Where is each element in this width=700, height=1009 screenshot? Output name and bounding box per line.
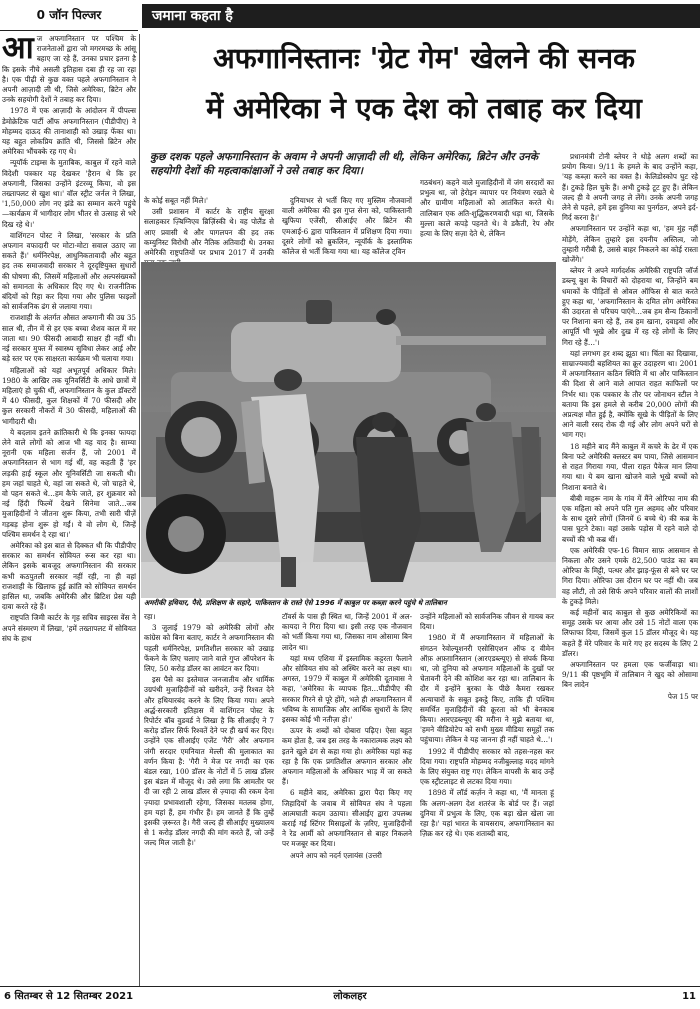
col5-paragraph: बीबी माहरू नाम के गांव में मैंने ओरिफा नाम की एक महिला को अपने पति गुल अहमद और परिवार के साथ दूसरे लोगों (जिनमें 6 बच्चे थे) की कब्र के पास घुटने टेका। वहां उसके पड़ोस में रहने वाले दो बच्चों की भी कब्र थीं। <box>562 493 698 544</box>
publication-name: लोकलहर <box>333 991 367 1002</box>
column-3-bottom <box>282 612 412 984</box>
col2-paragraph: के कोई सबूत नहीं मिले।' <box>144 196 209 205</box>
column-4-bottom <box>420 612 554 984</box>
col4-paragraph: 1992 में पीडीपीए सरकार को तहस-नहस कर दिया गया। राष्ट्रपति मोहम्मद नजीबुल्लाह मदद मांगने के लिए संयुक्त राष्ट्र गए। लेकिन वापसी के बाद उन्हें एक स्ट्रीटलाइट से लटका दिया गया। <box>420 746 554 787</box>
col3-paragraph: दुनियाभर से भर्ती किए गए मुस्लिम नौजवानों वाली अमेरिका की इस गुप्त सेना को, पाकिस्तानी खुफिया एजेंसी, सीआईए और ब्रिटेन की एमआई-6 द्वारा पाकिस्तान में प्रशिक्षण दिया गया। दूसरे लोगों को ब्रुकलिन, न्यूयॉर्क के इस्लामिक कॉलेज से भर्ती किया गया था। यह कॉलेज ट्विन <box>282 196 412 257</box>
issue-date: 6 सितम्बर से 12 सितम्बर 2021 <box>4 991 134 1002</box>
article-dek: कुछ दशक पहले अफगानिस्तान के अवाम ने अपनी आज़ादी ली थी, लेकिन अमेरिका, ब्रिटेन और उनके सहयोगी देशों की महत्वाकांक्षाओं ने उसे तबाह कर दिया। <box>150 151 539 177</box>
left-paragraph: महिलाओं को यहां अभूतपूर्व अधिकार मिले। 1980 के आखिर तक यूनिवर्सिटी के आधे छात्रों में महिलाएं हो चुकी थीं, अफगानिस्तान के कुल डॉक्टरों में 40 फीसदी, कुल शिक्षकों में 70 फीसदी और कुल सरकारी नौकरों में 30 फीसदी, महिलाओं की भागीदारी थी। <box>2 365 136 426</box>
left-paragraph: अमेरिका को इस बात से दिक्कत थी कि पीडीपीए सरकार का समर्थन सोवियत रूस कर रहा था। लेकिन इसके बावजूद अफगानिस्तान की सरकार कभी कठपुतली सरकार नहीं रही, ना ही वहां राजशाही के खिलाफ हुई क्रांति को सोवियत समर्थन हासिल था, जबकि अमेरिकी और ब्रिटिश प्रेस यही दावा करते रहे हैं। <box>2 540 136 612</box>
col3-paragraph: अपने आप को नदर्न एलायंस (उत्तरी <box>290 850 382 860</box>
col4-paragraph: गठबंधन) कहने वाले मुजाहिदीनों में जंग सरदारों का प्रभुत्व था, जो हेरोइन व्यापार पर नियंत्रण रखते थे और ग्रामीण महिलाओं को आतंकित करते थे। तालिबान एक अति-शुद्धिकरणवादी धड़ा था, जिसके मुल्ला काले कपड़े पहनते थे। वे डकैती, रेप और हत्या के लिए सज़ा देते थे, लेकिन <box>420 178 554 239</box>
col3-paragraph: यहां मध्य एशिया में इस्लामिक कट्टरता फैलाने और सोवियत संघ को अस्थिर करने का लक्ष्य था। अगस्त, 1979 में काबुल में अमेरिकी दूतावास ने कहा, 'अमेरिका के व्यापक हित…पीडीपीए की सरकार गिरने से पूरे होंगे, भले ही अफगानिस्तान में भविष्य के सामाजिक और आर्थिक सुधारों के लिए इसका कोई भी नतीज़ा हो।' <box>282 653 412 725</box>
column-2-bottom <box>144 612 274 984</box>
col4-paragraph: 1898 में लॉर्ड कर्ज़न ने कहा था, 'मैं मानता हूं कि अलग-अलग देश शतरंज के बोर्ड पर हैं। जहां दुनिया में प्रभुत्व के लिए, एक बड़ा खेल खेला जा रहा है।' यहां भारत के वायसराय, अफगानिस्तान का ज़िक्र कर रहे थे। एक शताब्दी बाद, <box>420 788 554 839</box>
headline-line-1: अफगानिस्तानः 'ग्रेट गेम' खेलने की सनक <box>213 42 635 75</box>
col3-paragraph: 6 महीने बाद, अमेरिका द्वारा पैदा किए गए जिहादियों के जवाब में सोवियत संघ ने पहला आत्मघाती कदम उठाया। सीआईए द्वारा उपलब्ध कराई गई स्टिंगर मिसाइलों के ज़रिए, मुजाहिदीनों ने रेड आर्मी को अफगानिस्तान से बाहर निकलने पर मजबूर कर दिया। <box>282 788 412 849</box>
col2-paragraph: इस पैसे का इस्तेमाल जनजातीय और धार्मिक उग्रपंथी मुजाहिदीनों को खरीदने, उन्हें रिश्वत देने और हथियारबंद करने के लिए किया गया। अपने अर्द्ध-सरकारी इतिहास में वाशिंगटन पोस्ट के रिपोर्टर बॉब वुडवर्ड ने लिखा है कि सीआईए ने 7 करोड़ डॉलर सिर्फ रिश्वतें देने पर ही खर्च कर दिए। उन्होंने एक सीआईए एजेंट 'गैरी' और अफगान जंगी सरदार एमनियात मेल्ली की मुलाकात का वर्णन किया है: 'गैरी ने मेज पर नगदी का एक बंडल रखा, 100 डॉलर के नोटों में 5 लाख डॉलर इस बंडल में मौजूद थे। उसे लगा कि आमतौर पर दी जा रही 2 लाख डॉलर से ज़्यादा की रकम देना ज़्यादा प्रभावशाली रहेगा, जिसका मतलब होगा, हम यहां हैं, हम गंभीर हैं। हम जानते हैं कि तुम्हें इसकी ज़रूरत है। गैरी जल्द ही सीआईए मुख्यालय से 1 करोड़ डॉलर नगदी की मांग करते हैं, जो उन्हें जल्द मिल जाती है।' <box>144 675 274 848</box>
column-2-top <box>144 196 274 260</box>
left-paragraph: वाशिंगटन पोस्ट ने लिखा, 'सरकार के प्रति अफगान वफादारी पर मोटा-मोटा सवाल उठाए जा सकते हैं।' धर्मनिरपेक्ष, आधुनिकतावादी और बहुत हद तक समाजवादी सरकार ने दूरदृष्टियुक्त सुधारों की घोषणा की, जिसमें महिलाओं और अल्पसंख्यकों को समानता के अधिकार दिए गए थे। राजनीतिक बंदियों को रिहा कर दिया गया और पुलिस फाइलों को सार्वजनिक ढंग से जलाया गया। <box>2 230 136 312</box>
left-paragraph: न्यूयॉर्क टाइम्स के मुताबिक, काबुल में रहने वाले विदेशी पत्रकार यह देखकर 'हैरान थे कि हर अफगानी, जिसका उन्होंने इंटरव्यू किया, वो इस तख्तापलट से खुश था।' वॉल स्ट्रीट जर्नल ने लिखा, '1,50,000 लोग नए झंडे का सम्मान करने पहुंचे—कार्यक्रम में भागीदार लोग भीतर से उत्साह से भरे दिख रहे थे।' <box>2 158 136 229</box>
col5-paragraph: प्रधानमंत्री टोनी ब्लेयर ने थोड़े अलग शब्दों का प्रयोग किया। 9/11 के हमले के बाद उन्होंने कहा, 'यह कब्ज़ा करने का वक्त है। केलिडोस्कोप घुट रहे हैं। टुकड़े हिल चुके हैं। अभी टुकड़े टूट हुए हैं। लेकिन जल्द ही वे अपनी जगह ले लेंगे। उनके अपनी जगह लेने से पहले, हमें इस दुनिया का पुनर्गठन, अपने इर्द-गिर्द करना है।' <box>562 152 698 223</box>
col2-paragraph: 3 जुलाई 1979 को अमेरिकी लोगों और कांग्रेस को बिना बताए, कार्टर ने अफगानिस्तान की पहली धर्मनिरपेक्ष, प्रगतिशील सरकार को उखाड़ फेंकने के लिए चलाए जाने वाले गुप्त ऑपरेशन के लिए, 50 करोड़ डॉलर का आवंटन कर दिया। <box>144 623 274 674</box>
headline <box>150 34 698 134</box>
column-divider <box>139 34 140 986</box>
photo-caption: अमरीकी हथियार, पैसे, प्रशिक्षण के सहारे, पाकिस्तान के रास्ते ऐसे 1996 में काबुल पर कब्ज़ा करने पहुंचे थे तालिबान <box>144 599 447 607</box>
left-paragraph: ये बदलाव इतने क्रांतिकारी थे कि इनका फायदा लेने वाले लोगों को आज भी यह याद है। साम्या नूरानी एक महिला सर्जन हैं, जो 2001 में अफगानिस्तान से भाग गई थीं, वह कहती हैं 'हर लड़की हाई स्कूल और यूनिवर्सिटी जा सकती थी। हम जहां चाहते थे, वहां जा सकते थे, जो चाहते थे, वो पहन सकते थे…हम कैफे जाते, हर शुक्रवार को नई हिंदी फिल्में देखने सिनेमा जाते…जब मुजाहिदीनों ने जीतना शुरू किया, तभी सारी चीज़ें गड़बड़ होना शुरू हो गईं। ये वो लोग थे, जिन्हें पश्चिम समर्थन दे रहा था।' <box>2 427 136 539</box>
column-4-top <box>420 178 554 260</box>
col5-paragraph: एक अमेरिकी एफ-16 विमान साफ़ आसमान से निकला और उसने एमके 82,500 पाउंड का बम ओरिफा के मिट्टी, पत्थर और झाड़-फूंस से बने घर पर गिरा दिया। ओरिफा उस दौरान घर पर नहीं थी। जब वह लौटी, तो उसे सिर्फ अपने परिवार वालों की लाशों के टुकड़े मिले। <box>562 545 698 606</box>
col4-paragraph: उन्होंने महिलाओं को सार्वजनिक जीवन से गायब कर दिया। <box>420 612 554 632</box>
continued-on-page: पेज 15 पर <box>667 691 698 701</box>
section-title: जमाना कहता है <box>142 4 700 28</box>
col5-paragraph: 18 महीने बाद मैंने काबुल में कचरे के ढेर में एक बिना फटे अमेरिकी क्लस्टर बम पाया, जिसे आसमान से राहत गिराया गया, पीला राहत पैकेज मान लिया गया था। ये बम खाना खोजने वाले भूखे बच्चों को निशाना बनाते थे। <box>562 441 698 492</box>
column-author-label: 0 जॉन पिल्जर <box>0 0 138 31</box>
col5-paragraph: कई महीनों बाद काबुल से कुछ अमेरिकियों का समूह उसके घर आया और उसे 15 नोटों वाला एक लिफाफा दिया, जिसमें कुल 15 डॉलर मौजूद थे। यह कहते हैं मेरे परिवार के मारे गए हर सदस्य के लिए 2 डॉलर। <box>562 607 698 658</box>
col4-paragraph: 1980 में मैं अफगानिस्तान में महिलाओं के संगठन रेवोल्यूशनरी एसोसिएशन ऑफ द वीमेन ऑफ़ अफ़ग़ानिस्तान (आरएडब्ल्यूए) से संपर्क किया था, जो दुनिया को अफगान महिलाओं के दुखों पर चेतावनी देने की कोशिश कर रहा था। तालिबान के दौर में इन्होंने बुरका के पीछे कैमरा रखकर अत्याचारों के सबूत इकट्ठे किए, ताकि ही पश्चिम समर्थित मुजाहिदीनों की क्रूरता को भी बेनकाब किया। आरएडब्ल्यूए की मरीना ने मुझे बताया था, 'हमने वीडियोटेप को सभी मुख्य मीडिया समूहों तक पहुंचाया। लेकिन वे यह जानना ही नहीं चाहते थे…'। <box>420 633 554 745</box>
col2-paragraph: उसी प्रशासन में कार्टर के राष्ट्रीय सुरक्षा सलाहकार ज़्बिग्निएव ब्रिज़िंस्की थे। वह पोलैंड से आए प्रवासी थे और पागलपन की हद तक कम्युनिस्ट विरोधी और नैतिक अतिवादी थे। उनका अमेरिकी राष्ट्रपतियों पर प्रभाव 2017 में उनकी <box>144 207 274 258</box>
headline-line-2: में अमेरिका ने एक देश को तबाह कर दिया <box>206 92 642 125</box>
left-paragraph: 1978 में एक आज़ादी के आंदोलन में पीपल्स डेमोक्रेटिक पार्टी ऑफ अफगानिस्तान (पीडीपीए) ने मोहम्मद दाऊद की तानाशाही को उखाड़ फेंका था। यह बहुत लोकप्रिय क्रांति थी, जिससे ब्रिटेन और अमेरिका भौंचक्के रह गए थे। <box>2 106 136 157</box>
tank-photo <box>141 262 556 598</box>
col2-paragraph: रहा। <box>144 612 156 621</box>
col5-paragraph: अफगानिस्तान पर उन्होंने कहा था, 'हम मुंह नहीं मोड़ेंगे, लेकिन तुम्हारे इस दयनीय अस्तित्व, जो तुम्हारी गरीबी है, उससे बाहर निकलने का कोई रास्ता खोजेंगे।' <box>562 224 698 265</box>
dropcap: आ <box>2 30 34 66</box>
left-column <box>2 30 136 984</box>
col3-paragraph: टॉवर्स के पास ही स्थित था, जिन्हें 2001 में अल-कायदा ने गिरा दिया था। इसी तरह एक नौजवान को भर्ती किया गया था, जिसका नाम ओसामा बिन लादेन था। <box>282 612 412 652</box>
col5-paragraph: अफगानिस्तान पर हमला एक फर्जीवाड़ा था। 9/11 की पृष्ठभूमि में तालिबान ने खुद को ओसामा बिन लादेन <box>562 659 698 690</box>
page-number: 11 <box>682 991 696 1002</box>
left-paragraph: राष्ट्रपति जिमी कार्टर के गृह सचिव साइरस वेंस ने अपने संस्मरण में लिखा, 'हमें तख्तापलट में सोवियत संघ के हाथ <box>2 613 136 643</box>
column-5 <box>562 152 698 984</box>
col5-paragraph: ब्लेयर ने अपने मार्गदर्शक अमेरिकी राष्ट्रपति जॉर्ज डब्ल्यू बुश के विचारों को दोहराया था, जिन्होंने बम धमाकों के पीड़ितों से ओवल ऑफिस से बात करते हुए कहा था, 'अफगानिस्तान के दमित लोग अमेरिका की उदारता से परिचय पाएंगे…जब हम सैन्य ठिकानों पर निशाना बना रहे हैं, तब हम खाना, दवाइयां और आपूर्ति भी भूखे और दुख में रह रहे लोगों के लिए गिरा रहे हैं…'। <box>562 266 698 347</box>
left-paragraph: ज अफगानिस्तान पर पश्चिम के राजनेताओं द्वारा जो मगरमच्छ के आंसू बहाए जा रहे हैं, उनका प्रचार इतना है कि इसके नीचे असली इतिहास दबा ही रह जा रहा है। एक पीढ़ी से कुछ वक्त पहले अफगानिस्तान ने अपनी आज़ादी ली थी, जिसे अमेरिका, ब्रिटेन और उनके सहयोगी देशों ने तबाह कर दिया। <box>2 34 136 105</box>
left-paragraph: राजशाही के अंतर्गत औसत अफगानी की उम्र 35 साल थी, तीन में से हर एक बच्चा शैशव काल में मर जाता था। 90 फीसदी आबादी साक्षर ही नहीं थी। नई सरकार मुफ्त में स्वास्थ्य सुविधा लेकर आई और बड़े स्तर पर एक साक्षरता कार्यक्रम भी चलाया गया। <box>2 313 136 364</box>
col3-paragraph: ऊपर के शब्दों को दोबारा पढ़िए। ऐसा बहुत कम होता है, जब इस तरह के नकारात्मक लक्ष्य को इतने खुले ढंग से कहा गया हो। अमेरिका यहां कह रहा है कि एक प्रगतिशील अफगान सरकार और अफगान महिलाओं के अधिकार भाड़ में जा सकते हैं। <box>282 726 412 787</box>
footer-divider <box>0 986 700 987</box>
column-3-top <box>282 196 412 260</box>
col5-paragraph: यहां लगभग हर शब्द झूठा था। चिंता का दिखावा, साम्राज्यवादी बहशियत का क्रूर उदाहरण था। 2001 में अफगानिस्तान कठिन स्थिति में था और पाकिस्तान की दिशा से आने वाले आपात राहत काफिलों पर निर्भर था। एक पत्रकार के तौर पर जोनाथन स्टील ने बताया कि इस हमले से करीब 20,000 लोगों की अप्रत्यक्ष मौत हुई है, क्योंकि सूखे के पीड़ितों के लिए आने वाली रसद रोक दी गई और लोग अपने घरों से भाग गए। <box>562 348 698 440</box>
